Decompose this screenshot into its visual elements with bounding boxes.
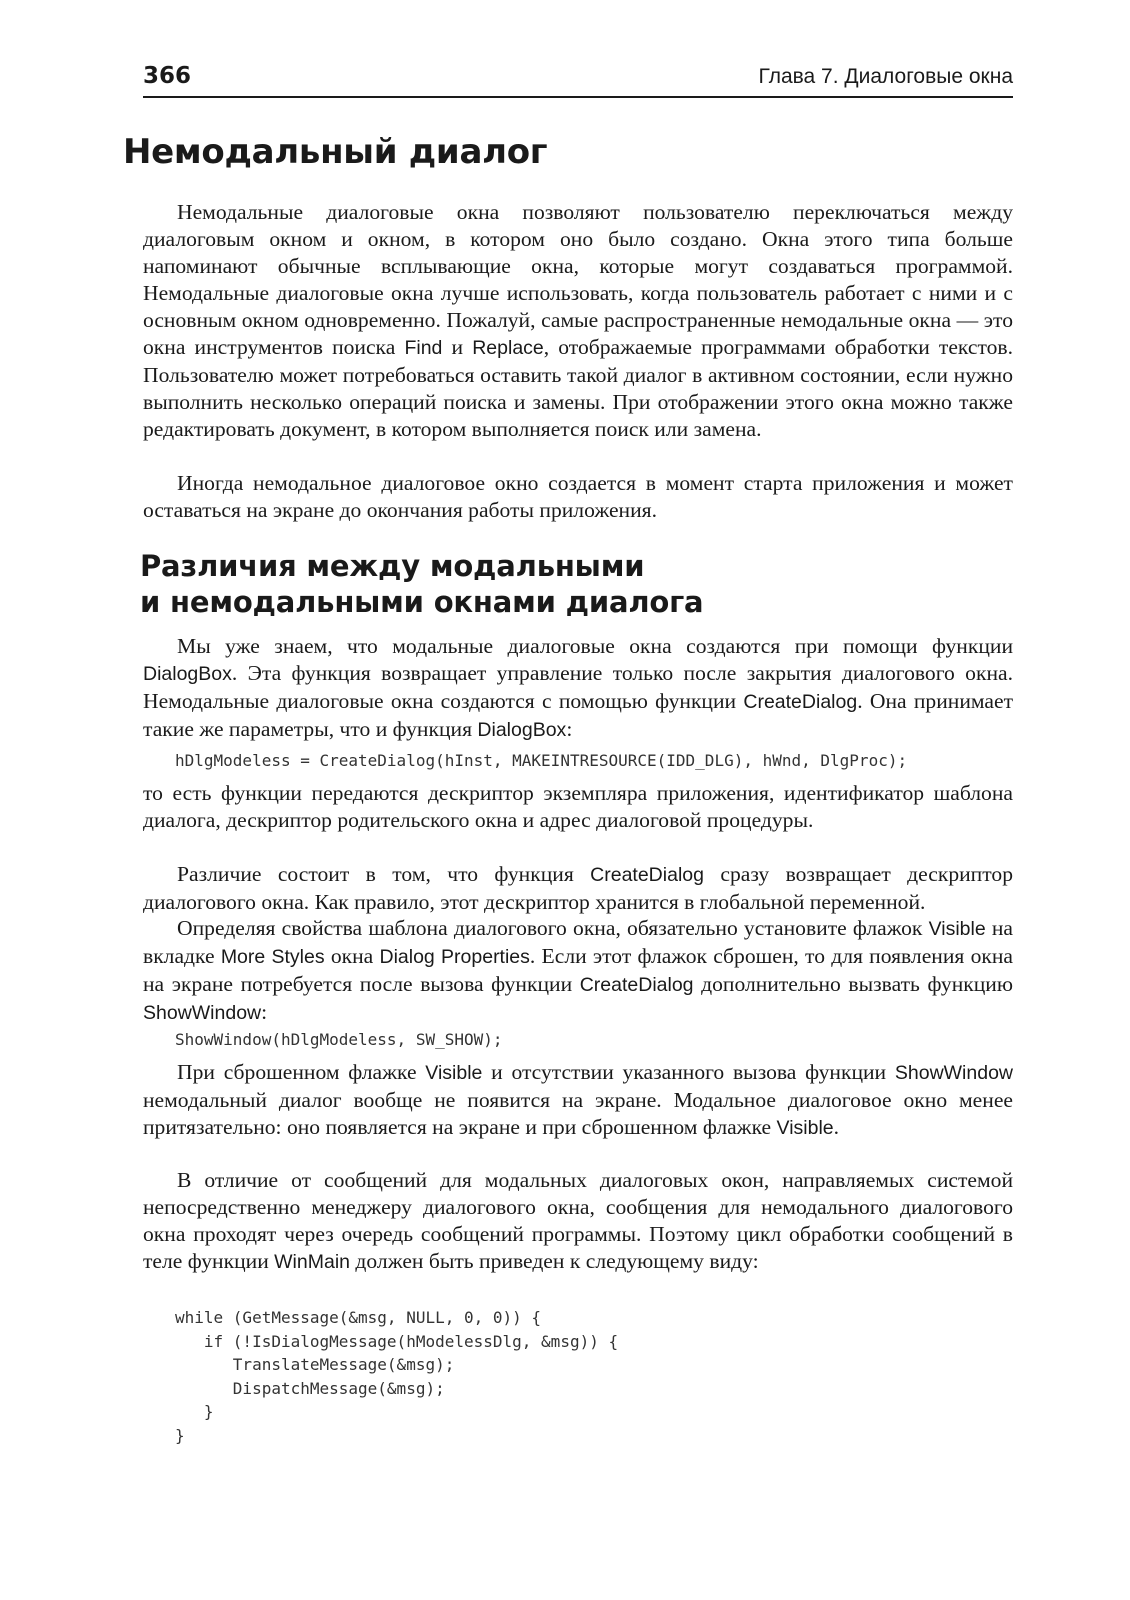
code-term-showwindow: ShowWindow [894, 1062, 1014, 1084]
paragraph-1 [143, 199, 1013, 443]
paragraph-3 [143, 633, 1013, 744]
paragraph-text: : [261, 1000, 268, 1024]
code-term-visible: Visible [776, 1117, 834, 1139]
paragraph-text: Определяя свойства шаблона диалогового окна, обязательно установите флажок [177, 916, 929, 940]
code-term-dialog-properties: Dialog Properties [379, 946, 530, 968]
code-term-find: Find [404, 337, 443, 359]
paragraph-5 [143, 861, 1013, 916]
subsection-title-line-2: и немодальными окнами диалога [140, 585, 704, 619]
code-term-visible: Visible [425, 1062, 483, 1084]
paragraph-text: Различие состоит в том, что функция [177, 862, 591, 886]
paragraph-text: . Если этот флажок сброшен, то для появления окна на экране потребуется после вызова функции [143, 944, 1013, 996]
subsection-title [140, 548, 1010, 620]
section-title: Немодальный диалог [123, 132, 548, 172]
paragraph-text: Мы уже знаем, что модальные диалоговые окна создаются при помощи функции [177, 634, 1013, 658]
code-term-visible: Visible [928, 918, 986, 940]
code-block-createdialog: hDlgModeless = CreateDialog(hInst, MAKEINTRESOURCE(IDD_DLG), hWnd, DlgProc); [175, 751, 908, 770]
paragraph-text: , отображаемые программами обработки текстов. Пользователю может потребоваться оставить такой диалог в активном состоянии, если нужно выполнить несколько операций поиска и замены. При отображении этого окна можно также редактировать документ, в котором выполняется поиск или замена. [143, 335, 1013, 441]
paragraph-text: сразу возвращает дескриптор диалогового окна. Как правило, этот дескриптор хранится в глобальной переменной. [143, 862, 1013, 914]
paragraph-text: то есть функции передаются дескриптор экземпляра приложения, идентификатор шаблона диалога, дескриптор родительского окна и адрес диалоговой процедуры. [143, 781, 1013, 832]
paragraph-text: : [566, 717, 573, 741]
paragraph-text: и отсутствии указанного вызова функции [482, 1060, 895, 1084]
code-term-winmain: WinMain [274, 1251, 351, 1273]
paragraph-text: В отличие от сообщений для модальных диалоговых окон, направляемых системой непосредственно менеджеру диалогового окна, сообщения для немодального диалогового окна проходят через очередь сообщений программы. Поэтому цикл обработки сообщений в теле функции [143, 1168, 1013, 1273]
paragraph-text: немодальный диалог вообще не появится на экране. Модальное диалоговое окно менее притязательно: оно появляется на экране и при сброшенном флажке [143, 1088, 1013, 1139]
paragraph-text: на вкладке [143, 916, 1013, 968]
chapter-title: Глава 7. Диалоговые окна [758, 65, 1013, 88]
page-number: 366 [143, 63, 192, 89]
code-block-message-loop: while (GetMessage(&msg, NULL, 0, 0)) { if (!IsDialogMessage(hModelessDlg, &msg)) { TranslateMessage(&msg); DispatchMessage(&msg); } } [175, 1308, 619, 1445]
code-term-createdialog: CreateDialog [743, 691, 858, 713]
paragraph-text: Иногда немодальное диалоговое окно создается в момент старта приложения и может оставаться на экране до окончания работы приложения. [143, 471, 1013, 522]
code-term-replace: Replace [472, 337, 544, 359]
code-term-showwindow: ShowWindow [143, 1002, 262, 1024]
paragraph-text: дополнительно вызвать функцию [693, 972, 1013, 996]
code-block-showwindow: ShowWindow(hDlgModeless, SW_SHOW); [175, 1030, 503, 1049]
paragraph-text: и [442, 335, 473, 359]
code-term-dialogbox: DialogBox [143, 663, 232, 685]
code-term-dialogbox: DialogBox [477, 719, 567, 741]
paragraph-text: Немодальные диалоговые окна позволяют пользователю переключаться между диалоговым окном и окном, в котором оно было создано. Окна этого типа больше напоминают обычные всплывающие окна, которые могут создаваться программой. Немодальные диалоговые окна лучше использовать, когда пользователь работает с ними и с основным окном одновременно. Пожалуй, самые распространенные немодальные окна — это окна инструментов поиска [143, 200, 1013, 359]
running-header [143, 62, 1013, 98]
paragraph-text: должен быть приведен к следующему виду: [350, 1249, 759, 1273]
code-term-createdialog: CreateDialog [590, 864, 704, 886]
paragraph-text: . Она принимает такие же параметры, что и функция [143, 689, 1014, 741]
paragraph-8 [143, 1167, 1013, 1276]
paragraph-2 [143, 470, 1013, 524]
paragraph-text: окна [324, 944, 380, 968]
paragraph-7 [143, 1059, 1013, 1142]
subsection-title-line-1: Различия между модальными [140, 549, 645, 583]
paragraph-6 [143, 915, 1013, 1027]
paragraph-text: При сброшенном флажке [177, 1060, 426, 1084]
paragraph-4 [143, 780, 1013, 834]
paragraph-text: . [833, 1115, 840, 1139]
code-term-createdialog: CreateDialog [579, 974, 694, 996]
paragraph-text: . Эта функция возвращает управление только после закрытия диалогового окна. Немодальные диалоговые окна создаются с помощью функции [143, 661, 1013, 713]
code-term-more-styles: More Styles [220, 946, 325, 968]
